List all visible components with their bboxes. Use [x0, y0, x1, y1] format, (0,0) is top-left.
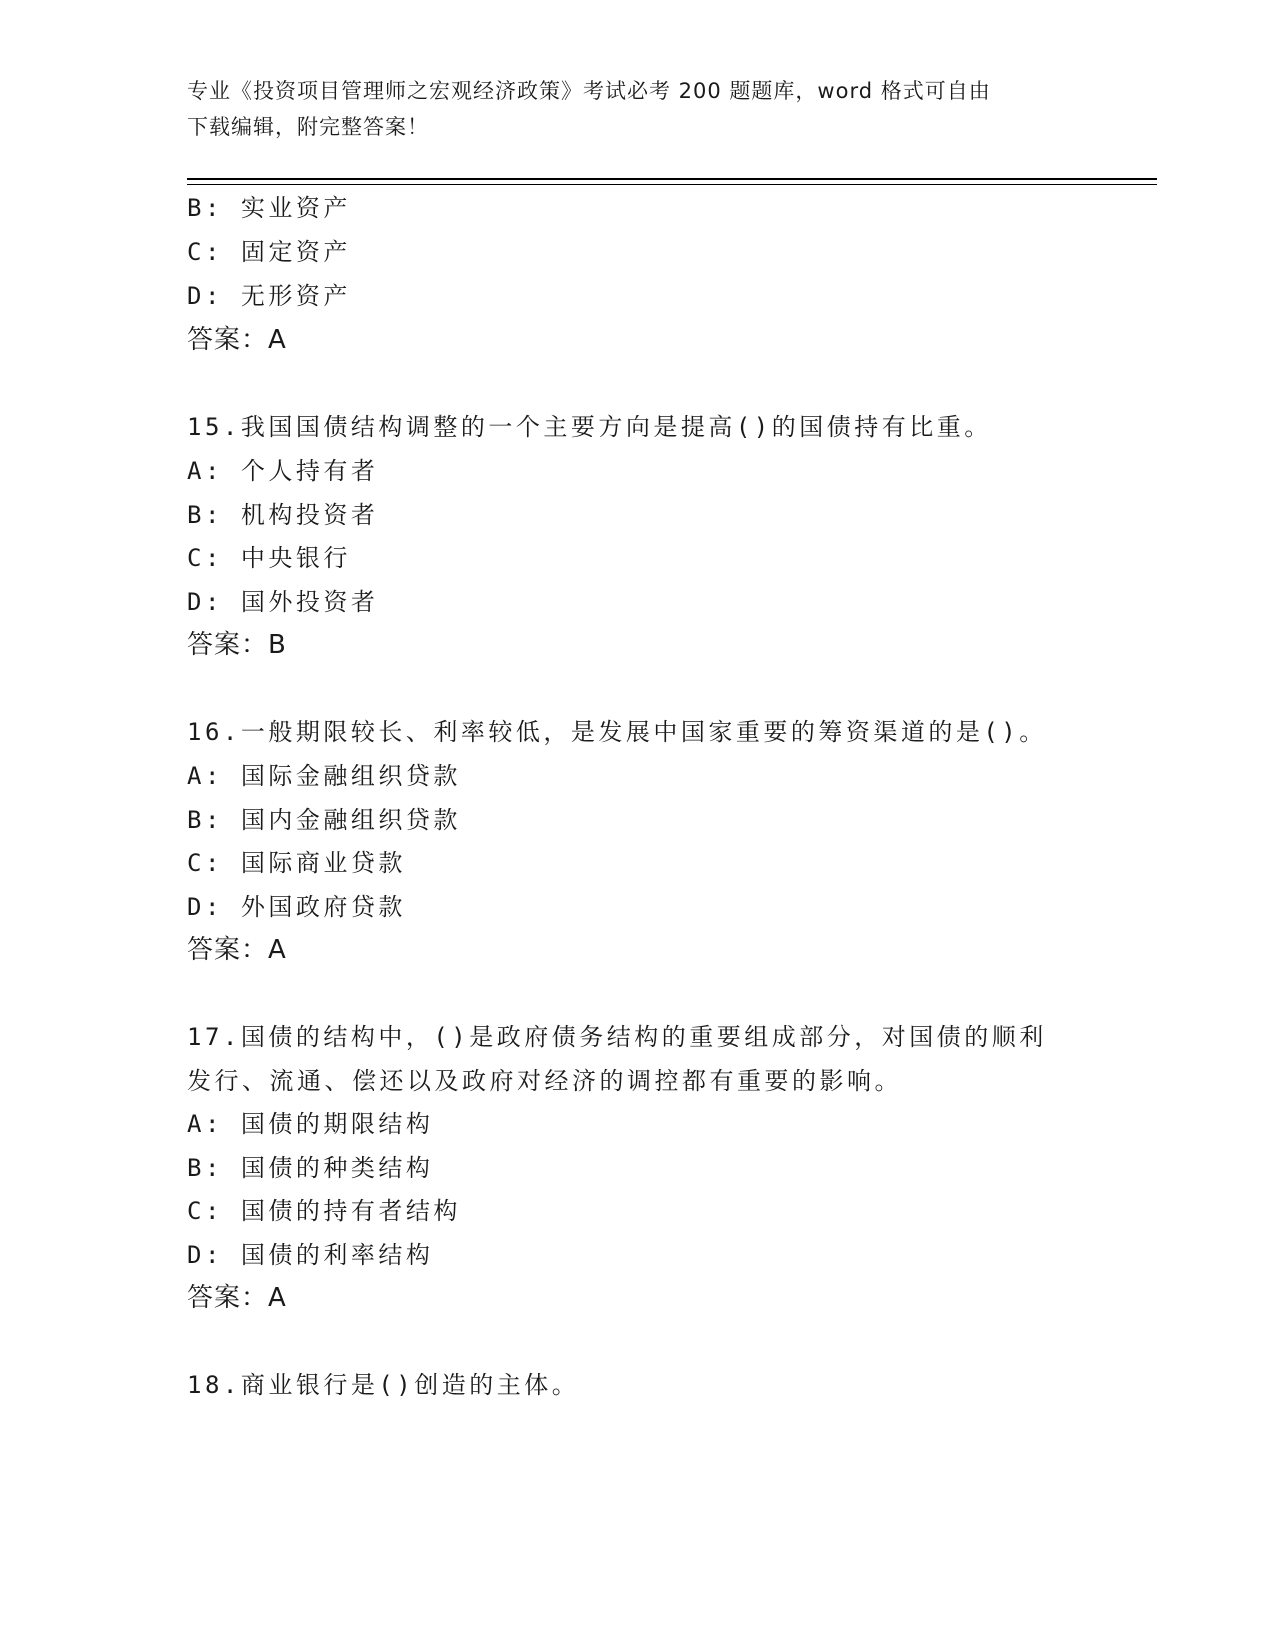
option-d: D: 国外投资者: [187, 588, 379, 616]
option-b: B: 国债的种类结构: [187, 1154, 434, 1182]
question-stem-line-2: 发行、流通、偿还以及政府对经济的调控都有重要的影响。: [187, 1067, 902, 1095]
option-d: D: 国债的利率结构: [187, 1241, 434, 1269]
answer: 答案：A: [187, 325, 287, 355]
header-divider-thin: [187, 184, 1157, 185]
option-b: B: 国内金融组织贷款: [187, 806, 461, 834]
option-a: A: 国际金融组织贷款: [187, 762, 461, 790]
answer: 答案：A: [187, 935, 287, 965]
answer: 答案：B: [187, 630, 287, 660]
option-a: A: 国债的期限结构: [187, 1110, 434, 1138]
question-stem: 16.一般期限较长、利率较低，是发展中国家重要的筹资渠道的是()。: [187, 718, 1047, 746]
header-divider-thick: [187, 178, 1157, 180]
header-title-line-1: 专业《投资项目管理师之宏观经济政策》考试必考 200 题题库，word 格式可自由: [187, 79, 991, 103]
option-c: C: 国际商业贷款: [187, 849, 406, 877]
option-b: B: 机构投资者: [187, 501, 379, 529]
option-d: D: 无形资产: [187, 282, 351, 310]
option-b: B: 实业资产: [187, 194, 351, 222]
question-stem-line-1: 17.国债的结构中，()是政府债务结构的重要组成部分，对国债的顺利: [187, 1023, 1047, 1051]
document-header: [187, 73, 1087, 145]
question-stem: 15.我国国债结构调整的一个主要方向是提高()的国债持有比重。: [187, 413, 992, 441]
option-c: C: 中央银行: [187, 544, 351, 572]
answer: 答案：A: [187, 1283, 287, 1313]
header-title-line-2: 下载编辑，附完整答案！: [187, 115, 429, 139]
option-a: A: 个人持有者: [187, 457, 379, 485]
option-d: D: 外国政府贷款: [187, 893, 406, 921]
question-stem: 18.商业银行是()创造的主体。: [187, 1371, 580, 1399]
option-c: C: 固定资产: [187, 238, 351, 266]
option-c: C: 国债的持有者结构: [187, 1197, 461, 1225]
